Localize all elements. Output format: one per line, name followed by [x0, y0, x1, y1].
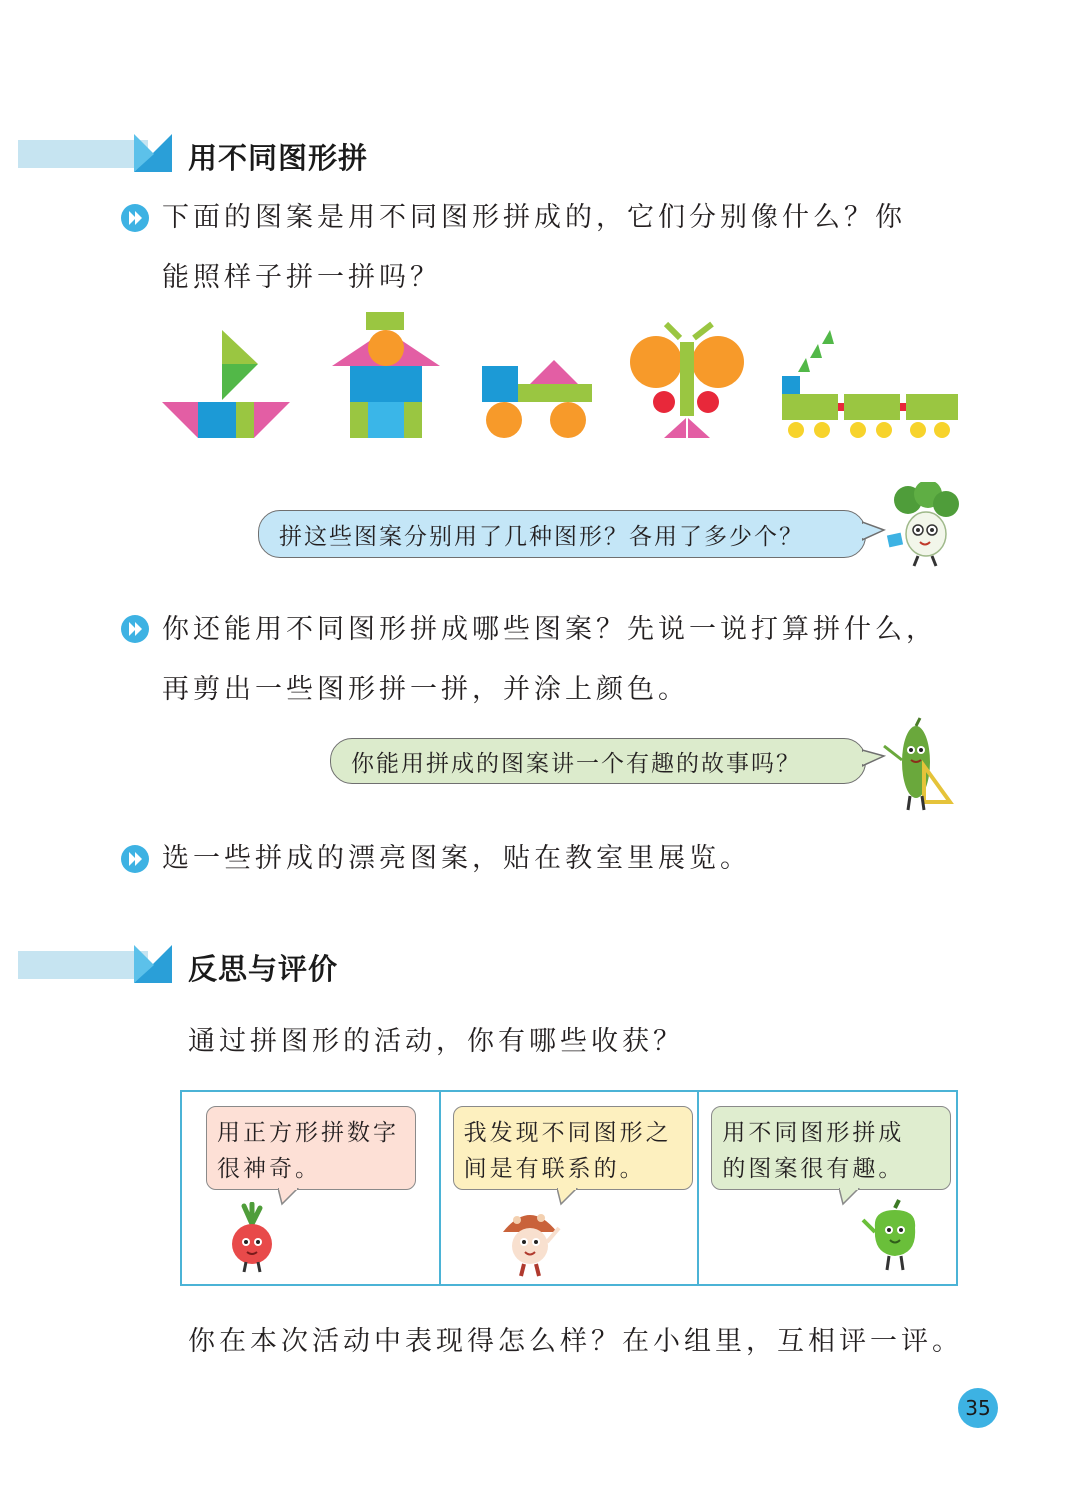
task1-line1: 下面的图案是用不同图形拼成的，它们分别像什么？你 — [162, 202, 906, 233]
car-pattern — [480, 358, 594, 440]
reflection-text-line: 用不同图形拼成 — [722, 1120, 905, 1146]
speech-bubble-1-text: 拼这些图案分别用了几种图形？各用了多少个？ — [279, 523, 804, 550]
speech-bubble-2-text: 你能用拼成的图案讲一个有趣的故事吗？ — [351, 750, 801, 777]
task2-line2: 再剪出一些图形拼一拼，并涂上颜色。 — [162, 674, 689, 705]
mushroom-character-icon — [495, 1202, 565, 1278]
reflection-text-line: 很神奇。 — [217, 1156, 321, 1182]
house-pattern — [330, 310, 442, 440]
section-title-2: 反思与评价 — [188, 952, 339, 986]
task2-line1: 你还能用不同图形拼成哪些图案？先说一说打算拼什么， — [162, 614, 937, 645]
train-pattern — [780, 326, 960, 440]
task3-line1: 选一些拼成的漂亮图案，贴在教室里展览。 — [162, 843, 751, 874]
reflection-text-line: 间是有联系的。 — [463, 1156, 646, 1182]
reflection-text-line: 的图案很有趣。 — [722, 1156, 905, 1182]
section-bar — [18, 140, 148, 168]
task1-line2: 能照样子拼一拼吗？ — [162, 262, 441, 293]
reflection-text-line: 我发现不同图形之 — [463, 1120, 672, 1146]
play-bullet-icon — [120, 614, 150, 644]
section-bar — [18, 951, 148, 979]
play-bullet-icon — [120, 844, 150, 874]
boat-pattern — [160, 328, 292, 440]
green-pepper-character-icon — [859, 1198, 929, 1274]
bok-choy-character-icon — [884, 482, 964, 568]
speech-bubble-2 — [330, 738, 866, 784]
section-triangle-icon — [132, 132, 174, 174]
section-triangle-icon — [132, 943, 174, 985]
bubble-tail — [862, 520, 886, 542]
pea-pod-character-icon — [880, 716, 956, 812]
butterfly-pattern — [628, 320, 746, 442]
reflection-question: 通过拼图形的活动，你有哪些收获？ — [188, 1026, 684, 1057]
reflection-cell — [699, 1092, 956, 1284]
closing-text: 你在本次活动中表现得怎么样？在小组里，互相评一评。 — [188, 1326, 963, 1357]
reflection-bubble — [711, 1106, 951, 1190]
speech-bubble-1 — [258, 510, 866, 558]
reflection-bubble — [206, 1106, 416, 1190]
reflection-bubble — [453, 1106, 693, 1190]
reflection-cell — [182, 1092, 441, 1284]
task2-text — [162, 600, 1052, 720]
task3-text — [162, 829, 1042, 889]
reflection-cell — [441, 1092, 700, 1284]
section-title-1: 用不同图形拼 — [188, 141, 369, 175]
reflection-table — [180, 1090, 958, 1286]
task1-text — [162, 188, 1042, 308]
play-bullet-icon — [120, 203, 150, 233]
page-number: 35 — [958, 1388, 998, 1428]
reflection-text-line: 用正方形拼数字 — [217, 1120, 399, 1146]
radish-character-icon — [222, 1202, 282, 1274]
